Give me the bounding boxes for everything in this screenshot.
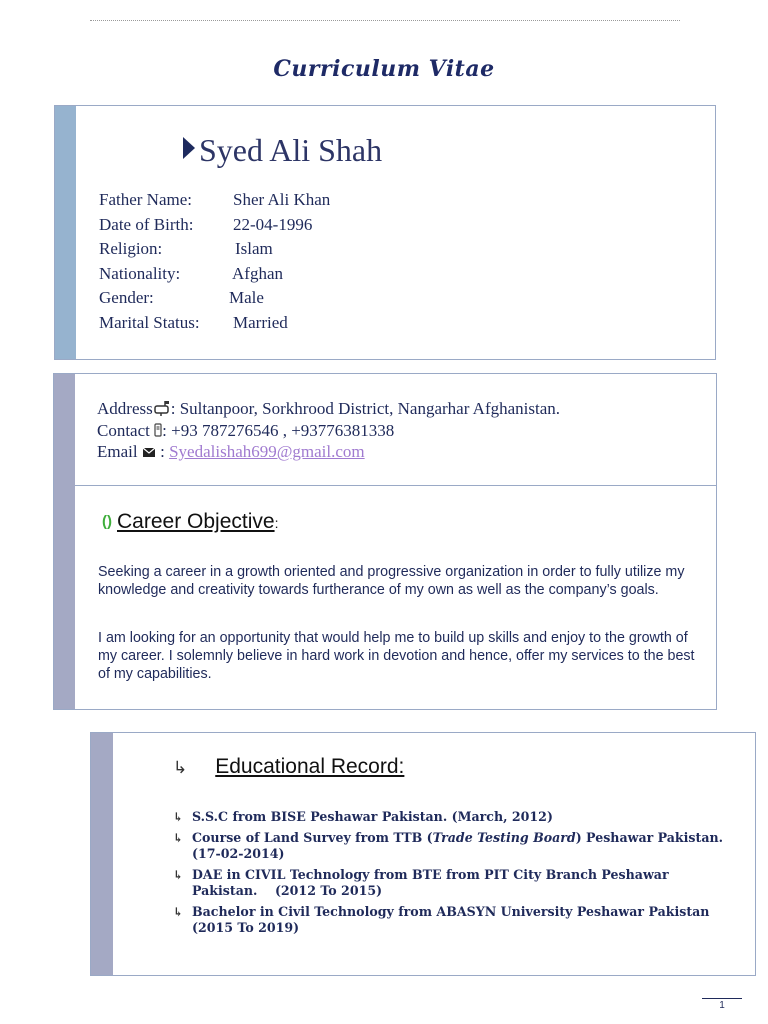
top-dotted-rule — [90, 20, 680, 21]
education-item-text: S.S.C from BISE Peshawar Pakistan. (March, 2012) — [192, 809, 553, 824]
marital-status-value: Married — [233, 312, 288, 332]
cycle-icon: () — [102, 513, 112, 530]
address-row — [97, 398, 560, 420]
detail-row — [99, 262, 330, 287]
candidate-name — [183, 132, 382, 169]
email-link[interactable]: Syedalishah699@gmail.com — [169, 442, 365, 461]
nationality-value: Afghan — [232, 263, 283, 283]
education-list — [173, 809, 733, 941]
mailbox-icon — [153, 400, 171, 416]
education-item-text: DAE in CIVIL Technology from BTE from PIT City Branch Peshawar Pakistan. (2012 To 2015) — [192, 866, 673, 898]
accent-bar — [54, 374, 75, 709]
objective-paragraph-2: I am looking for an opportunity that would help me to build up skills and enjoy to the growth of my career. I solemnly believe in hard work in devotion and hence, offer my services to the best of my capabilities. — [98, 630, 695, 682]
contact-value: : +93 787276546 , +93776381338 — [162, 420, 395, 440]
email-label: Email — [97, 442, 138, 461]
nationality-label: Nationality: — [99, 263, 181, 283]
education-item-text: Course of Land Survey from TTB ( — [192, 829, 433, 845]
father-name-value: Sher Ali Khan — [233, 190, 331, 209]
education-item-emphasis: Trade Testing Board — [432, 829, 576, 845]
contact-objective-box — [53, 373, 717, 710]
list-item — [173, 830, 733, 863]
section-divider — [75, 485, 716, 486]
triangle-bullet-icon — [183, 137, 195, 159]
list-item — [173, 904, 733, 937]
arrow-bullet-icon: ↳ — [173, 867, 184, 882]
education-item-text: Bachelor in Civil Technology from ABASYN University Peshawar Pakistan (2015 To 2019) — [192, 903, 710, 935]
dob-value: 22-04-1996 — [233, 214, 313, 234]
accent-bar — [55, 106, 76, 359]
arrow-bullet-icon: ↳ — [173, 810, 184, 824]
detail-row — [99, 213, 330, 238]
personal-info-box — [54, 105, 716, 360]
detail-row — [99, 311, 330, 336]
education-heading — [173, 755, 404, 779]
document-title: Curriculum Vitae — [273, 56, 495, 82]
contact-label: Contact — [97, 420, 150, 440]
contact-details — [97, 398, 560, 463]
email-row — [97, 441, 560, 463]
contact-row — [97, 420, 560, 442]
list-item — [173, 867, 733, 900]
candidate-name-text: Syed Ali Shah — [199, 132, 383, 168]
arrow-bullet-icon: ↳ — [173, 904, 184, 919]
objective-paragraph-1: Seeking a career in a growth oriented and progressive organization in order to fully utilize my knowledge and creativity towards furtherance of my own as well as the company’s goals. — [98, 564, 685, 598]
detail-row — [99, 188, 330, 213]
heading-colon: : — [274, 515, 279, 531]
father-name-label: Father Name: — [99, 190, 192, 209]
gender-value: Male — [229, 288, 264, 307]
gender-label: Gender: — [99, 288, 154, 307]
religion-value: Islam — [235, 239, 273, 258]
education-title: Educational Record: — [215, 755, 405, 778]
email-separator: : — [155, 442, 170, 461]
personal-details — [99, 188, 330, 335]
arrow-bullet-icon: ↳ — [173, 758, 188, 777]
list-item — [173, 809, 733, 826]
phone-icon — [154, 422, 162, 438]
career-objective-title: Career Objective — [117, 510, 275, 533]
page-number: 1 — [719, 1000, 725, 1011]
envelope-icon — [142, 446, 156, 458]
address-value: : Sultanpoor, Sorkhrood District, Nangarhar Afghanistan. — [170, 399, 561, 418]
detail-row — [99, 237, 330, 262]
education-box — [90, 732, 756, 976]
career-objective-heading — [102, 510, 278, 534]
marital-status-label: Marital Status: — [99, 312, 200, 332]
dob-label: Date of Birth: — [99, 214, 194, 234]
page-number-rule — [702, 998, 742, 999]
address-label: Address — [97, 399, 153, 418]
accent-bar — [91, 733, 113, 975]
education-item-text: ) Peshawar Pakistan. (17-02-2014) — [192, 829, 724, 861]
detail-row — [99, 286, 330, 311]
religion-label: Religion: — [99, 239, 163, 258]
arrow-bullet-icon: ↳ — [173, 830, 184, 845]
